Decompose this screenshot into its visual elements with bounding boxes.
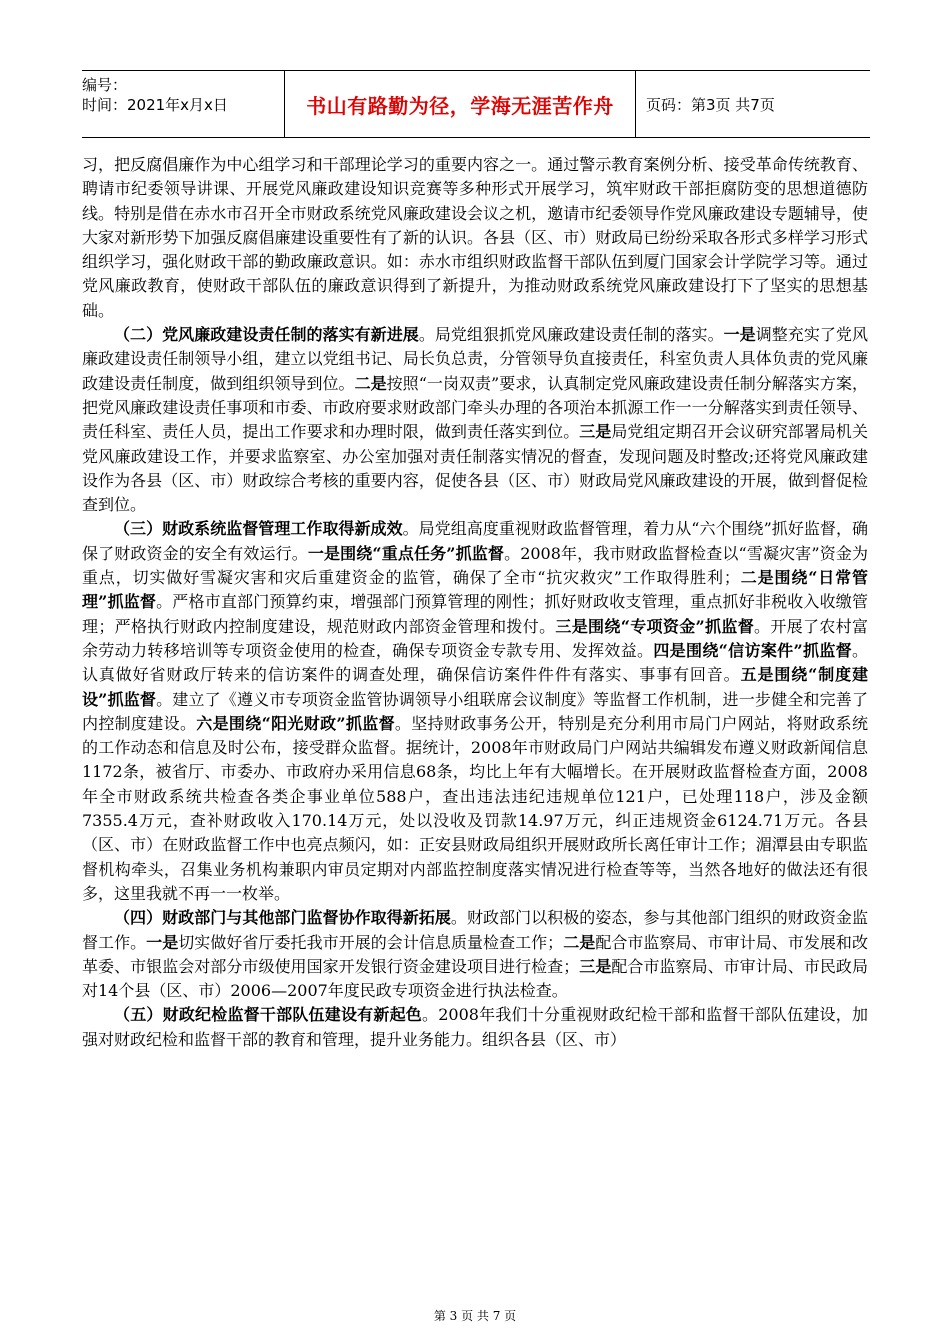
document-body: [82, 153, 868, 1052]
paragraph-text: 。局党组狠抓党风廉政建设责任制的落实。: [418, 325, 724, 345]
paragraph-text: 。建立了《遵义市专项资金监管协调领导小组联席会议制度》等监督工作机制，进一步健全和完善了内控制度建设。: [82, 689, 868, 733]
bold-marker: 六是围绕“阳光财政”抓监督: [196, 713, 395, 733]
section-heading: （二）党风廉政建设责任制的落实有新进展: [114, 325, 419, 345]
header-page-label: 页码：第3页 共7页: [646, 95, 775, 114]
number-label: 编号：: [82, 76, 128, 94]
page-footer: 第 3 页 共 7 页: [433, 1309, 517, 1323]
paragraph-5: [82, 1003, 868, 1052]
page-header: [82, 70, 870, 138]
paragraph-text: 按照“一岗双责”要求，认真制定党风廉政建设责任制分解落实方案，把党风廉政建设责任事项和市委、市政府要求财政部门牵头办理的各项治本抓源工作一一分解落实到责任领导、责任科室、责任人员，提出工作要求和办理时限，做到责任落实到位。: [82, 373, 868, 442]
header-motto: 书山有路勤为径，学海无涯苦作舟: [284, 71, 636, 137]
time-label: 时间：2021年x月x日: [82, 96, 228, 114]
header-meta: [82, 71, 284, 137]
bold-marker: 一是: [723, 325, 756, 345]
paragraph-text: 。认真做好省财政厅转来的信访案件的调查处理，确保信访案件件件有落实、事事有回音。: [82, 640, 868, 685]
bold-marker: 三是围绕“专项资金”抓监督: [555, 616, 755, 636]
paragraph-text: 。开展了农村富余劳动力转移培训等专项资金使用的检查，确保专项资金专款专用、发挥效益。: [82, 616, 868, 660]
paragraph-1: 习，把反腐倡廉作为中心组学习和干部理论学习的重要内容之一。通过警示教育案例分析、接受革命传统教育、聘请市纪委领导讲课、开展党风廉政建设知识竞赛等多种形式开展学习，筑牢财政干部拒腐防变的思想道德防线。特别是借在赤水市召开全市财政系统党风廉政建设会议之机，邀请市纪委领导作党风廉政建设专题辅导，使大家对新形势下加强反腐倡廉建设重要性有了新的认识。各县（区、市）财政局已纷纷采取各形式多样学习形式组织学习，强化财政干部的勤政廉政意识。如：赤水市组织财政监督干部队伍到厦门国家会计学院学习等。通过党风廉政教育，使财政干部队伍的廉政意识得到了新提升，为推动财政系统党风廉政建设打下了坚实的思想基础。: [82, 155, 868, 320]
bold-marker: 五是围绕“制度建设”抓监督: [82, 665, 868, 709]
paragraph-text: 。2008年，我市财政监督检查以“雪凝灾害”资金为重点，切实做好雪凝灾害和灾后重建资金的监管，确保了全市“抗灾救灾”工作取得胜利；: [82, 543, 868, 588]
paragraph-4: [82, 906, 868, 1003]
bold-marker: 二是: [354, 373, 387, 393]
paragraph-text: 调整充实了党风廉政建设责任制领导小组，建立以党组书记、局长负总责，分管领导负直接责任，科室负责人具体负责的党风廉政建设责任制度，做到组织领导到位。: [82, 325, 868, 393]
bold-marker: 四是围绕“信访案件”抓监督: [653, 640, 852, 660]
paragraph-text: 。严格市直部门预算约束，增强部门预算管理的刚性；抓好财政收支管理，重点抓好非税收入收缴管理；严格执行财政内控制度建设，规范财政内部资金管理和拨付。: [82, 592, 868, 636]
paragraph-3: [82, 517, 868, 906]
bold-marker: 三是: [579, 422, 612, 442]
paragraph-text: 配合市监察局、市审计局、市民政局对14个县（区、市）2006—2007年度民政专项资金进行执法检查。: [82, 956, 868, 1001]
paragraph-2: [82, 323, 868, 517]
paragraph-text: 。财政部门以积极的姿态，参与其他部门组织的财政资金监督工作。: [82, 908, 868, 952]
paragraph-text: 局党组定期召开会议研究部署局机关党风廉政建设工作，并要求监察室、办公室加强对责任制落实情况的督查，发现问题及时整改;还将党风廉政建设作为各县（区、市）财政综合考核的重要内容，促使各县（区、市）财政局党风廉政建设的开展，做到督促检查到位。: [82, 422, 868, 515]
bold-marker: 二是围绕“日常管理”抓监督: [82, 568, 868, 612]
paragraph-text: 。局党组高度重视财政监督管理，着力从“六个围绕”抓好监督，确保了财政资金的安全有效运行。: [82, 519, 868, 563]
section-heading: （三）财政系统监督管理工作取得新成效: [114, 519, 403, 539]
section-heading: （四）财政部门与其他部门监督协作取得新拓展: [114, 908, 451, 928]
section-heading: （五）财政纪检监督干部队伍建设有新起色: [114, 1005, 422, 1025]
bold-marker: 三是: [579, 956, 612, 976]
paragraph-text: 切实做好省厅委托我市开展的会计信息质量检查工作；: [178, 932, 564, 952]
bold-marker: 一是: [146, 932, 179, 952]
bold-marker: 二是: [563, 932, 596, 952]
paragraph-text: 。坚持财政事务公开，特别是充分利用市局门户网站，将财政系统的工作动态和信息及时公布，接受群众监督。据统计，2008年市财政局门户网站共编辑发布遵义财政新闻信息1172条，被省厅、市委办、市政府办采用信息68条，均比上年有大幅增长。在开展财政监督检查方面，2008年全市财政系统共检查各类企事业单位588户，查出违法违纪违规单位121户，已处理118户，涉及金额7355.4万元，查补财政收入170.14万元，处以没收及罚款14.97万元，纠正违规资金6124.71万元。各县（区、市）在财政监督工作中也亮点频闪，如：正安县财政局组织开展财政所长离任审计工作；湄潭县由专职监督机构牵头，召集业务机构兼职内审员定期对内部监控制度落实情况进行检查等等，当然各地好的做法还有很多，这里我就不再一一枚举。: [82, 713, 868, 903]
paragraph-text: 配合市监察局、市审计局、市发展和改革委、市银监会对部分市级使用国家开发银行资金建设项目进行检查；: [82, 932, 868, 976]
bold-marker: 一是围绕“重点任务”抓监督: [307, 543, 505, 563]
paragraph-text: 。2008年我们十分重视财政纪检干部和监督干部队伍建设，加强对财政纪检和监督干部的教育和管理，提升业务能力。组织各县（区、市）: [82, 1005, 868, 1049]
